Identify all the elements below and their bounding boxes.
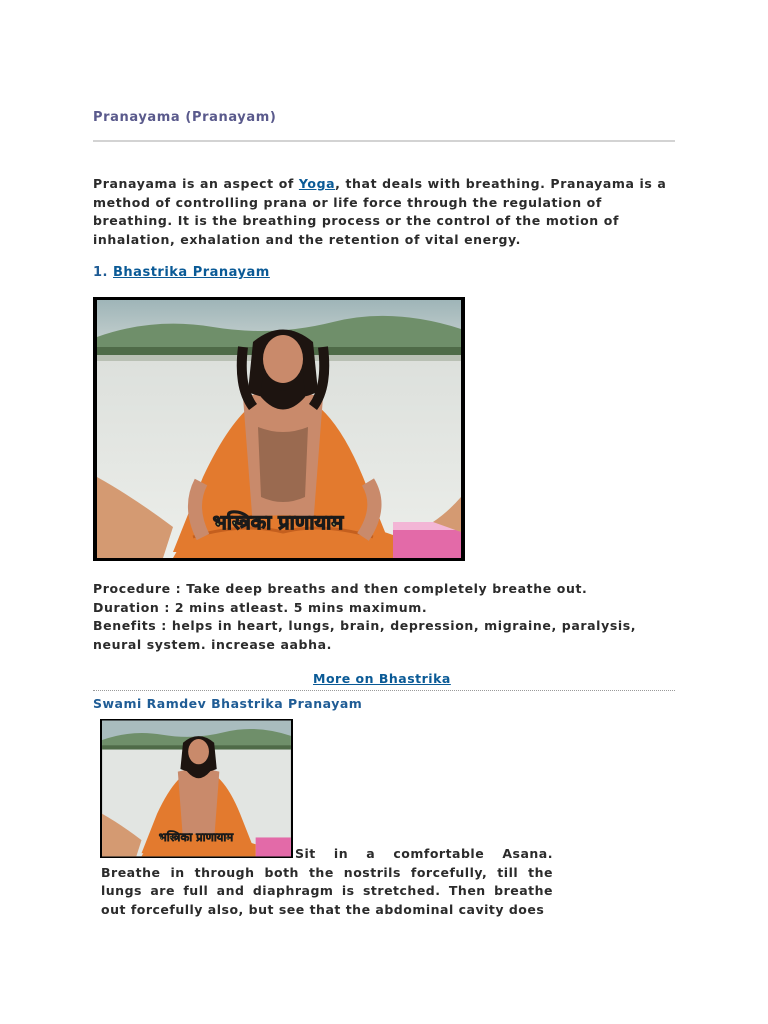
bhastrika-photo-small xyxy=(100,719,293,858)
section-number: 1. xyxy=(93,265,114,280)
yogi-illustration-large xyxy=(93,297,465,561)
instruction-text: Sit in a comfortable Asana. Breathe in through both the nostrils forcefully, till the lungs are full and diaphragm is stretched. Then breathe out forcefully also, but see that the abdominal cavity does xyxy=(101,846,553,918)
intro-text-before: Pranayama is an aspect of xyxy=(93,176,299,191)
procedure-text: Procedure : Take deep breaths and then completely breathe out. xyxy=(93,581,588,596)
more-on-bhastrika-link[interactable]: More on Bhastrika xyxy=(313,671,451,686)
benefits-text: Benefits : helps in heart, lungs, brain, depression, migraine, paralysis, neural system. increase aabha. xyxy=(93,618,637,653)
page-title: Pranayama (Pranayam) xyxy=(93,110,277,125)
intro-paragraph xyxy=(93,175,668,250)
devanagari-caption: भस्त्रिका प्राणायाम xyxy=(212,510,344,534)
title-divider xyxy=(93,140,675,142)
duration-text: Duration : 2 mins atleast. 5 mins maximum. xyxy=(93,599,428,615)
details-block xyxy=(93,580,673,655)
bhastrika-photo-large xyxy=(93,297,465,561)
subheading: Swami Ramdev Bhastrika Pranayam xyxy=(93,696,363,711)
bhastrika-link[interactable]: Bhastrika Pranayam xyxy=(113,265,270,280)
dotted-divider xyxy=(93,690,675,691)
more-link-wrapper xyxy=(313,671,451,686)
yogi-illustration-small xyxy=(100,719,293,858)
intro-text-after: , that deals with breathing. Pranayama is a method of controlling prana or life force through the regulation of breathing. It is the breathing process or the control of the motion of inhalation, exhalation and the retention of vital energy. xyxy=(93,176,667,248)
yoga-link[interactable]: Yoga xyxy=(298,176,336,191)
instruction-paragraph xyxy=(101,845,553,920)
caption-box xyxy=(173,507,383,537)
section-heading-1 xyxy=(93,265,270,280)
devanagari-caption-small: भस्त्रिका प्राणायाम xyxy=(158,830,234,845)
